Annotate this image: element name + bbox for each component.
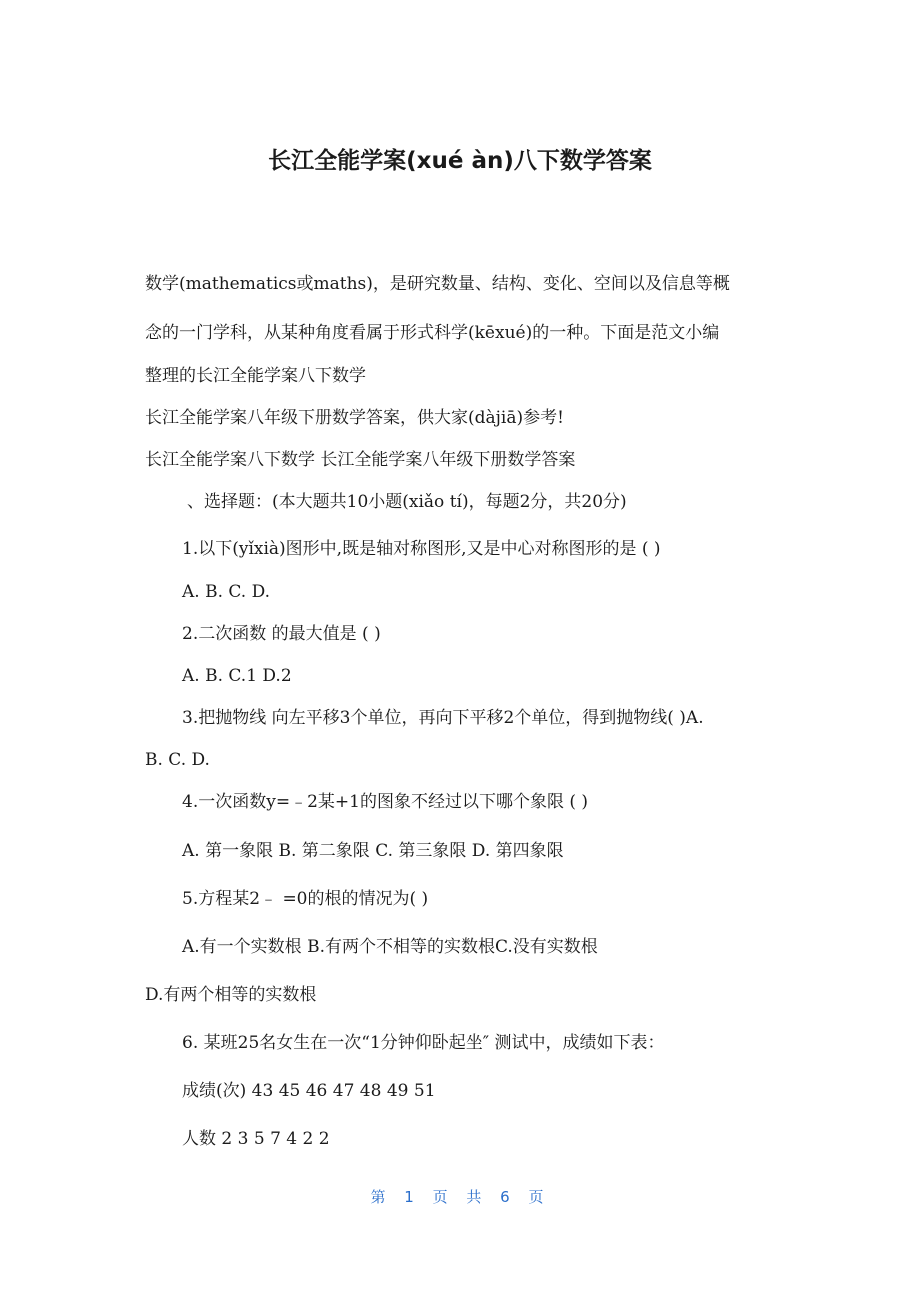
question-2: 2.二次函数 的最大值是 ( ): [182, 624, 381, 644]
intro-line-2: 念的一门学科，从某种角度看属于形式科学(kēxué)的一种。下面是范文小编: [145, 323, 720, 343]
section-heading: 、选择题：(本大题共10小题(xiǎo tí)，每题2分，共20分): [187, 492, 627, 512]
document-title: 长江全能学案(xué àn)八下数学答案: [268, 148, 652, 174]
question-5-options: A.有一个实数根 B.有两个不相等的实数根C.没有实数根: [182, 937, 598, 957]
question-4-options: A. 第一象限 B. 第二象限 C. 第三象限 D. 第四象限: [182, 841, 564, 861]
intro-line-1: 数学(mathematics或maths)，是研究数量、结构、变化、空间以及信息等概: [145, 274, 730, 294]
question-2-options: A. B. C.1 D.2: [182, 666, 292, 686]
intro-line-5: 长江全能学案八下数学 长江全能学案八年级下册数学答案: [145, 450, 576, 470]
question-5-option-d: D.有两个相等的实数根: [145, 985, 317, 1005]
question-4: 4.一次函数y=﹣2某+1的图象不经过以下哪个象限 ( ): [182, 792, 589, 812]
question-3-options: B. C. D.: [145, 750, 210, 770]
question-1-options: A. B. C. D.: [182, 582, 271, 602]
question-1: 1.以下(yǐxià)图形中,既是轴对称图形,又是中心对称图形的是 ( ): [182, 539, 661, 559]
count-row: 人数 2 3 5 7 4 2 2: [182, 1129, 330, 1149]
question-3: 3.把抛物线 向左平移3个单位，再向下平移2个单位，得到抛物线( )A.: [182, 708, 704, 728]
intro-line-3: 整理的长江全能学案八下数学: [145, 366, 366, 386]
page-footer: 第 1 页 共 6 页: [370, 1188, 550, 1206]
score-row: 成绩(次) 43 45 46 47 48 49 51: [182, 1081, 436, 1101]
question-6: 6. 某班25名女生在一次“1分钟仰卧起坐″ 测试中，成绩如下表：: [182, 1033, 665, 1053]
question-5: 5.方程某2﹣ =0的根的情况为( ): [182, 889, 429, 909]
intro-line-4: 长江全能学案八年级下册数学答案，供大家(dàjiā)参考!: [145, 408, 564, 428]
